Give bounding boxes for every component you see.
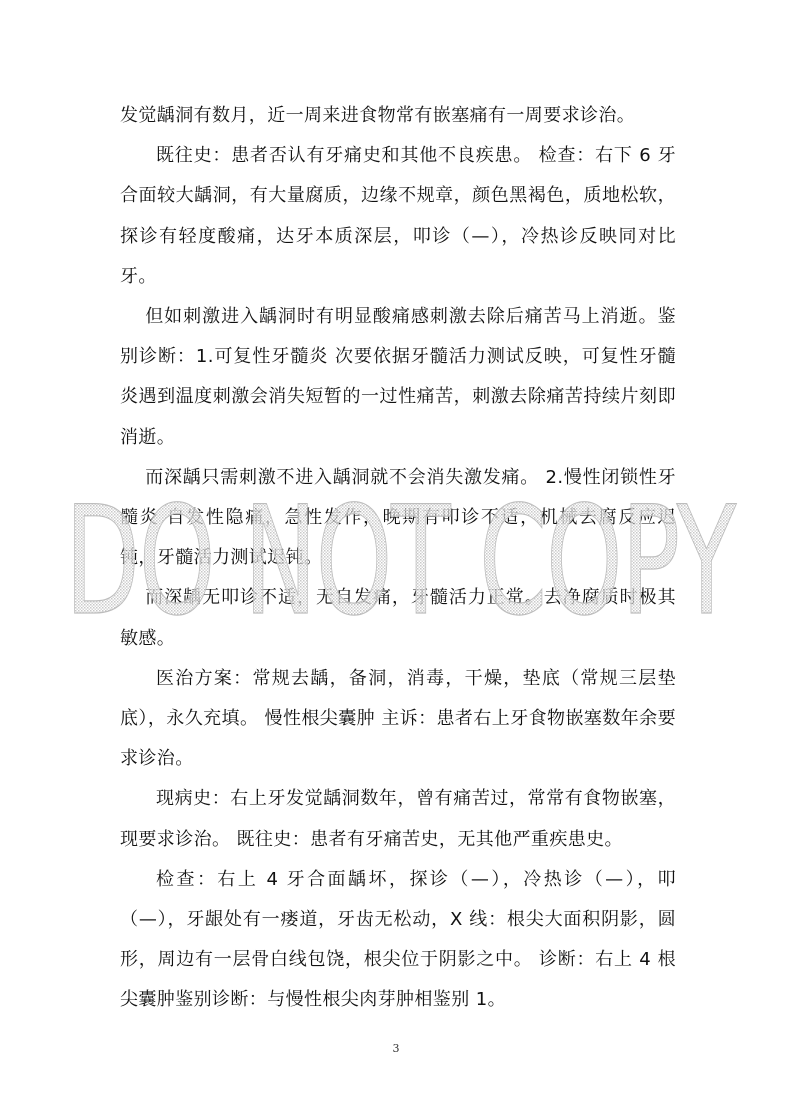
paragraph-6: 医治方案：常规去龋，备洞，消毒，干燥，垫底（常规三层垫底），永久充填。 慢性根尖囊肿 主诉：患者右上牙食物嵌塞数年余要求诊治。 [120,667,676,770]
paragraph-5: 而深龋无叩诊不适，无自发痛，牙髓活力正常。去净腐质时极其敏感。 [120,587,676,649]
paragraph-7: 现病史：右上牙发觉龋洞数年，曾有痛苦过，常常有食物嵌塞，现要求诊治。 既往史：患者有牙痛苦史，无其他严重疾患史。 [120,788,676,850]
document-body [120,96,676,1021]
paragraph-1: 发觉龋洞有数月，近一周来进食物常有嵌塞痛有一周要求诊治。 [120,105,636,126]
paragraph-4: 而深龋只需刺激不进入龋洞就不会消失激发痛。 2.慢性闭锁性牙髓炎 自发性隐痛，急性发作，晚期有叩诊不适，机械去腐反应迟钝，牙髓活力测试迟钝。 [120,466,676,569]
paragraph-2: 既往史：患者否认有牙痛史和其他不良疾患。 检查：右下 6 牙合面较大龋洞，有大量腐质，边缘不规章，颜色黑褐色，质地松软，探诊有轻度酸痛，达牙本质深层，叩诊（—），冷热诊反映同对比牙。 [120,145,676,287]
paragraph-8: 检查：右上 4 牙合面龋坏，探诊（—），冷热诊（—），叩（—），牙龈处有一瘘道，牙齿无松动，X 线：根尖大面积阴影，圆形，周边有一层骨白线包饶，根尖位于阴影之中。 诊断：右上 4 根尖囊肿鉴别诊断：与慢性根尖肉芽肿相鉴别 1。 [120,868,676,1011]
watermark-text: DO NOT COPY [65,478,737,638]
page-number: 3 [392,1042,400,1055]
paragraph-3: 但如刺激进入龋洞时有明显酸痛感刺激去除后痛苦马上消逝。鉴别诊断：1.可复性牙髓炎 次要依据牙髓活力测试反映，可复性牙髓炎遇到温度刺激会消失短暂的一过性痛苦，刺激去除痛苦持续片刻即消逝。 [120,306,676,448]
